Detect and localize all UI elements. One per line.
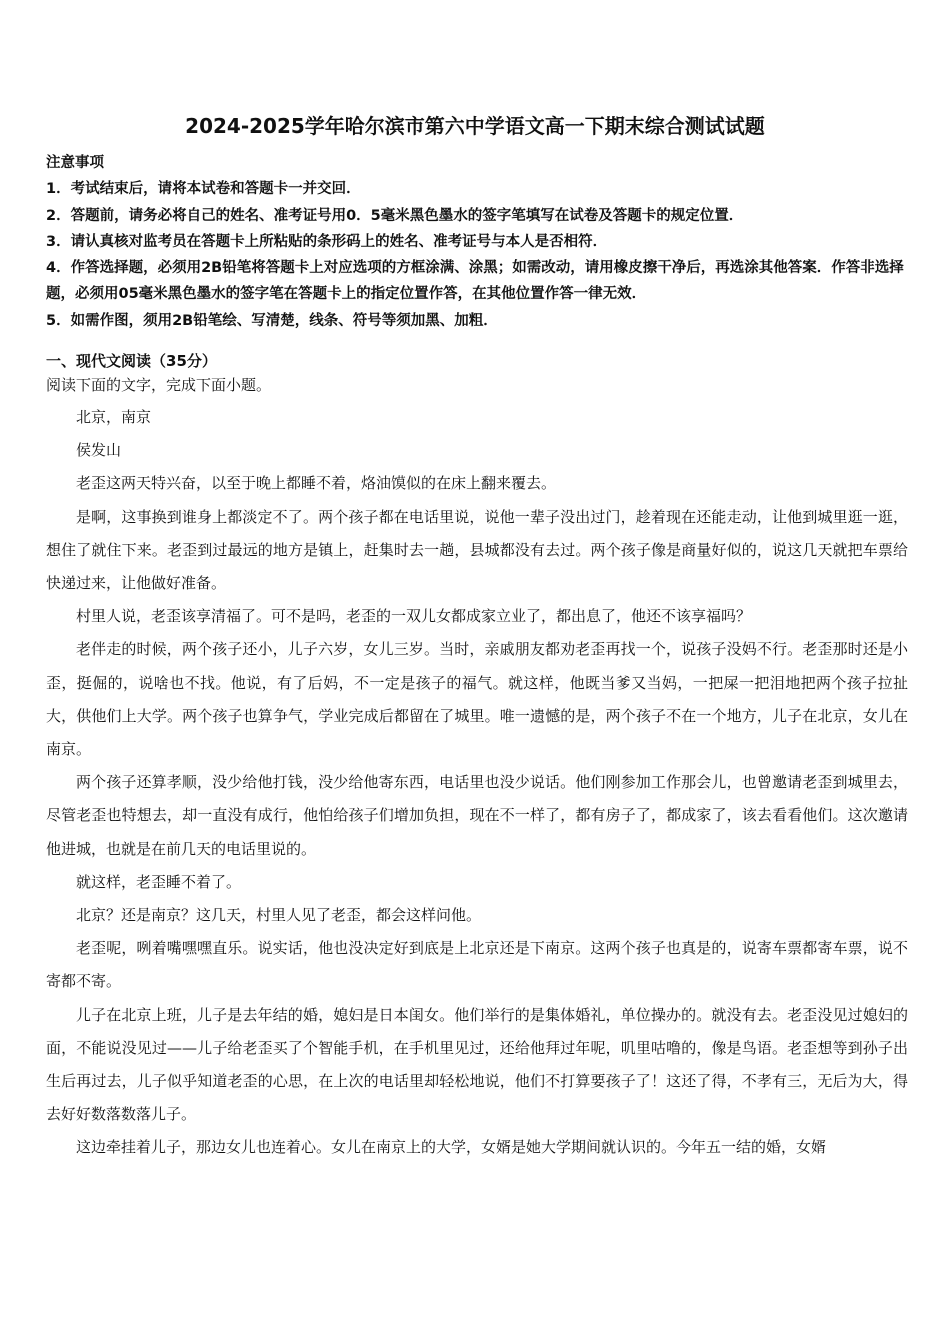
article-paragraph: 两个孩子还算孝顺，没少给他打钱，没少给他寄东西，电话里也没少说话。他们刚参加工作那会儿，也曾邀请老歪到城里去，尽管老歪也特想去，却一直没有成行，他怕给孩子们增加负担，现在不一样了，都有房子了，都成家了，该去看看他们。这次邀请他进城，也就是在前几天的电话里说的。 [46,773,908,858]
notice-item: 3．请认真核对监考员在答题卡上所粘贴的条形码上的姓名、准考证号与本人是否相符． [46,233,608,250]
notice-item: 2．答题前，请务必将自己的姓名、准考证号用0．5毫米黑色墨水的签字笔填写在试卷及答题卡的规定位置． [46,207,744,224]
notice-item: 4．作答选择题，必须用2B铅笔将答题卡上对应选项的方框涂满、涂黑；如需改动，请用橡皮擦干净后，再选涂其他答案．作答非选择题，必须用05毫米黑色墨水的签字笔在答题卡上的指定位置作答，在其他位置作答一律无效． [46,260,904,303]
section-heading: 一、现代文阅读（35分） [46,352,217,370]
notice-heading: 注意事项 [46,155,104,171]
article-paragraph: 老歪这两天特兴奋，以至于晚上都睡不着，烙油馍似的在床上翻来覆去。 [76,474,557,493]
article-paragraph: 就这样，老歪睡不着了。 [76,872,242,891]
notice-block [46,150,916,334]
article-paragraph: 北京？还是南京？这几天，村里人见了老歪，都会这样问他。 [76,906,482,925]
article-paragraph: 村里人说，老歪该享清福了。可不是吗，老歪的一双儿女都成家立业了，都出息了，他还不该享福吗？ [76,607,752,626]
article-paragraph: 老歪呢，咧着嘴嘿嘿直乐。说实话，他也没决定好到底是上北京还是下南京。这两个孩子也真是的，说寄车票都寄车票，说不寄都不寄。 [46,939,908,991]
article-paragraph: 老伴走的时候，两个孩子还小，儿子六岁，女儿三岁。当时，亲戚朋友都劝老歪再找一个，说孩子没妈不行。老歪那时还是小歪，挺倔的，说啥也不找。他说，有了后妈，不一定是孩子的福气。就这样，他既当爹又当妈，一把屎一把泪地把两个孩子拉扯大，供他们上大学。两个孩子也算争气，学业完成后都留在了城里。唯一遗憾的是，两个孩子不在一个地方，儿子在北京，女儿在南京。 [46,640,908,759]
section-header [46,349,916,397]
article-body [46,401,908,1165]
article-paragraph: 这边牵挂着儿子，那边女儿也连着心。女儿在南京上的大学，女婿是她大学期间就认识的。今年五一结的婚，女婿 [76,1138,827,1157]
page-title: 2024-2025学年哈尔滨市第六中学语文高一下期末综合测试试题 [185,114,765,138]
article-title: 北京，南京 [76,408,152,426]
notice-item: 1．考试结束后，请将本试卷和答题卡一并交回． [46,181,361,198]
article-paragraph: 是啊，这事换到谁身上都淡定不了。两个孩子都在电话里说，说他一辈子没出过门，趁着现在还能走动，让他到城里逛一逛，想住了就住下来。老歪到过最远的地方是镇上，赶集时去一趟，县城都没有去过。两个孩子像是商量好似的，说这几天就把车票给快递过来，让他做好准备。 [46,507,908,593]
section-instruction: 阅读下面的文字，完成下面小题。 [46,376,272,394]
notice-item: 5．如需作图，须用2B铅笔绘、写清楚，线条、符号等须加黑、加粗． [46,312,498,329]
article-paragraph: 儿子在北京上班，儿子是去年结的婚，媳妇是日本闺女。他们举行的是集体婚礼，单位操办的。就没有去。老歪没见过媳妇的面，不能说没见过——儿子给老歪买了个智能手机，在手机里见过，还给他拜过年呢，叽里咕噜的，像是鸟语。老歪想等到孙子出生后再过去，儿子似乎知道老歪的心思，在上次的电话里却轻松地说，他们不打算要孩子了！这还了得，不孝有三，无后为大，得去好好数落数落儿子。 [46,1005,908,1124]
article-author: 侯发山 [76,441,122,460]
